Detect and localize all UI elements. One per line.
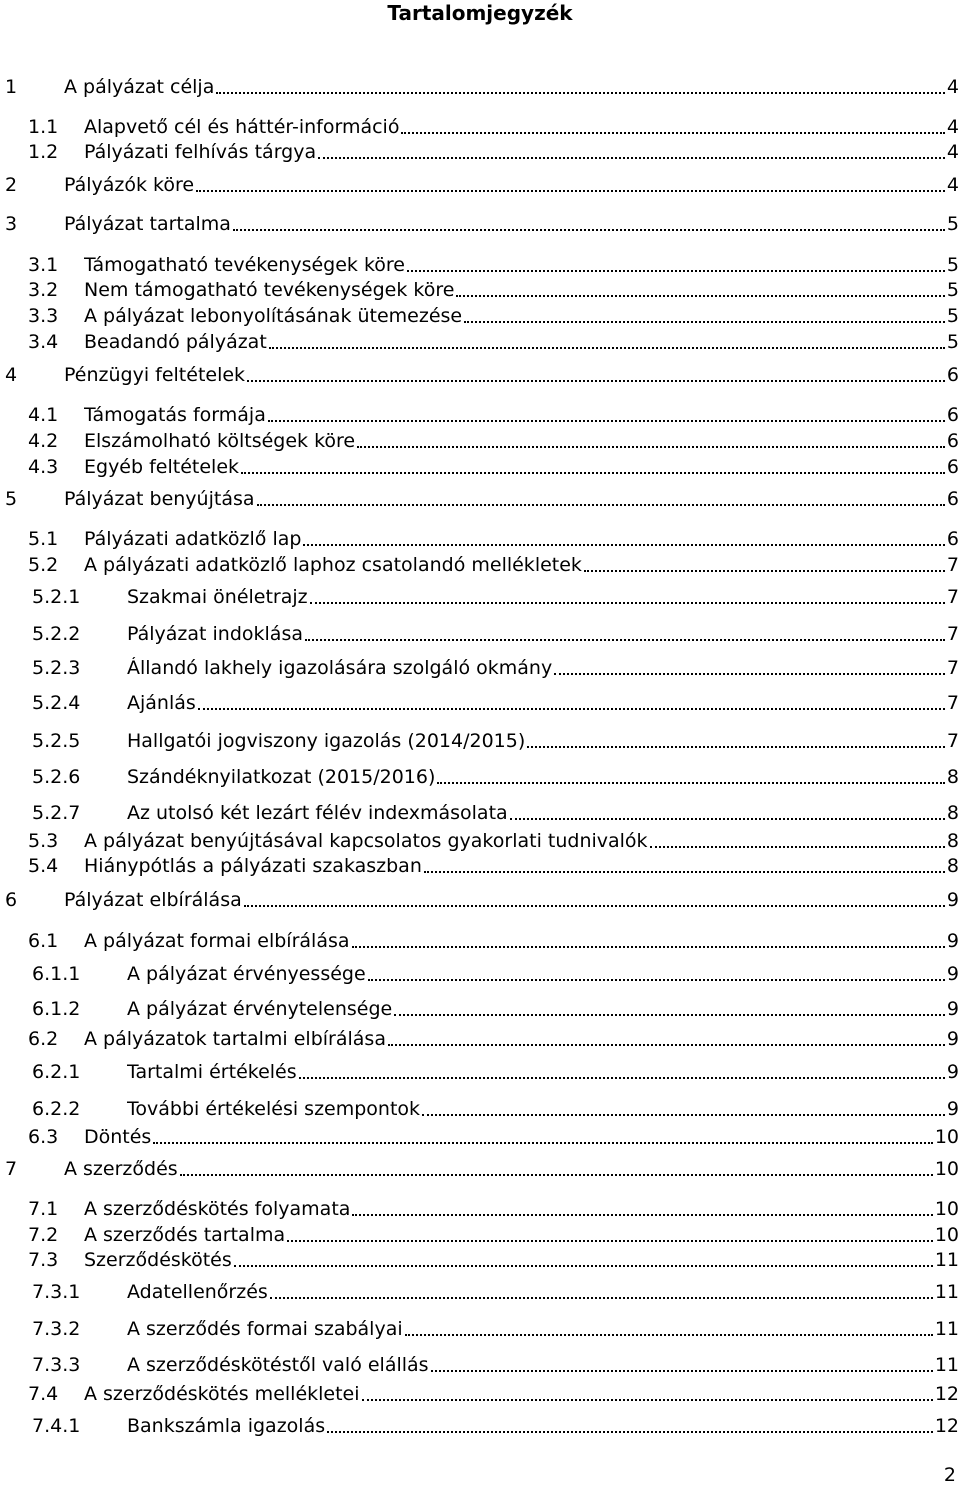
toc-entry-page: 10 (934, 1158, 959, 1180)
toc-entry-title: Állandó lakhely igazolására szolgáló okmány (127, 657, 553, 679)
toc-entry-title: Szakmai önéletrajz (127, 586, 308, 608)
toc-entry-title: A szerződéskötés mellékletei (84, 1383, 360, 1405)
toc-entry[interactable] (5, 207, 959, 235)
dot-leader (180, 1174, 933, 1176)
toc-entry[interactable] (32, 651, 959, 679)
toc-entry[interactable] (28, 110, 959, 138)
toc-entry-page: 11 (934, 1281, 959, 1303)
toc-entry-number: 5.1 (28, 528, 59, 550)
toc-entry[interactable] (5, 358, 959, 386)
toc-entry-title: Döntés (84, 1126, 152, 1148)
dot-leader (464, 321, 945, 323)
toc-entry-page: 10 (934, 1198, 959, 1220)
toc-entry-page: 11 (934, 1318, 959, 1340)
toc-entry[interactable] (32, 992, 959, 1020)
toc-entry-page: 6 (946, 404, 959, 426)
toc-entry-title: Pályázat benyújtása (64, 488, 255, 510)
toc-entry-title: Pályázati felhívás tárgya (84, 141, 317, 163)
dot-leader (437, 782, 945, 784)
toc-entry[interactable] (28, 1022, 959, 1050)
toc-entry-number: 3.1 (28, 254, 59, 276)
toc-entry-page: 6 (946, 430, 959, 452)
dot-leader (431, 1370, 933, 1372)
toc-entry[interactable] (32, 957, 959, 985)
dot-leader (584, 570, 945, 572)
toc-entry[interactable] (28, 824, 959, 852)
toc-entry-title: A pályázatok tartalmi elbírálása (84, 1028, 386, 1050)
dot-leader (269, 347, 945, 349)
dot-leader (233, 229, 945, 231)
toc-entry-number: 3.4 (28, 331, 59, 353)
toc-entry-title: Az utolsó két lezárt félév indexmásolata (127, 802, 508, 824)
toc-entry[interactable] (32, 1348, 959, 1376)
toc-entry-title: Pályázat elbírálása (64, 889, 242, 911)
toc-entry[interactable] (32, 1275, 959, 1303)
toc-entry-number: 1 (5, 76, 18, 98)
toc-entry-title: Hiánypótlás a pályázati szakaszban (84, 855, 422, 877)
toc-entry-number: 6.1 (28, 930, 59, 952)
toc-entry[interactable] (32, 617, 959, 645)
dot-leader (554, 673, 945, 675)
dot-leader (352, 946, 945, 948)
toc-entry-page: 9 (946, 998, 959, 1020)
toc-entry-title: A pályázati adatközlő laphoz csatolandó mellékletek (84, 554, 582, 576)
toc-entry[interactable] (28, 424, 959, 452)
toc-entry-title: A pályázat érvénytelensége (127, 998, 393, 1020)
toc-entry-page: 11 (934, 1354, 959, 1376)
dot-leader (305, 639, 945, 641)
toc-entry-number: 1.1 (28, 116, 59, 138)
toc-entry-page: 4 (946, 141, 959, 163)
toc-entry-number: 6.1.2 (32, 998, 81, 1020)
toc-entry-page: 7 (946, 657, 959, 679)
toc-entry-page: 6 (946, 488, 959, 510)
toc-entry-page: 6 (946, 456, 959, 478)
toc-entry-number: 7.2 (28, 1224, 59, 1246)
dot-leader (287, 1240, 933, 1242)
toc-entry[interactable] (28, 1192, 959, 1220)
toc-entry-title: Bankszámla igazolás (127, 1415, 326, 1437)
toc-entry-number: 3 (5, 213, 18, 235)
dot-leader (234, 1265, 933, 1267)
page-title: Tartalomjegyzék (387, 1, 573, 25)
toc-entry[interactable] (28, 1218, 959, 1246)
dot-leader (270, 1297, 933, 1299)
toc-entry-page: 10 (934, 1126, 959, 1148)
toc-entry-title: Pályázók köre (64, 174, 195, 196)
toc-entry-number: 7.3.2 (32, 1318, 81, 1340)
toc-entry-page: 9 (946, 1061, 959, 1083)
toc-entry-page: 5 (946, 279, 959, 301)
toc-entry[interactable] (28, 248, 959, 276)
toc-entry[interactable] (28, 398, 959, 426)
toc-entry-title: Adatellenőrzés (127, 1281, 268, 1303)
toc-entry-page: 5 (946, 331, 959, 353)
toc-entry-page: 7 (946, 586, 959, 608)
toc-entry-number: 7.4.1 (32, 1415, 81, 1437)
toc-entry-title: Pályázat tartalma (64, 213, 231, 235)
toc-entry[interactable] (32, 760, 959, 788)
toc-entry[interactable] (28, 924, 959, 952)
dot-leader (368, 979, 945, 981)
toc-entry-title: Alapvető cél és háttér-információ (84, 116, 400, 138)
toc-entry-title: Beadandó pályázat (84, 331, 267, 353)
toc-entry-number: 6.1.1 (32, 963, 81, 985)
toc-entry-number: 5.2.2 (32, 623, 81, 645)
dot-leader (310, 602, 945, 604)
toc-entry-title: Hallgatói jogviszony igazolás (2014/2015) (127, 730, 526, 752)
dot-leader (424, 871, 945, 873)
toc-entry-number: 4.3 (28, 456, 59, 478)
toc-entry-page: 9 (946, 1098, 959, 1120)
dot-leader (510, 818, 945, 820)
toc-entry-title: Szerződéskötés (84, 1249, 232, 1271)
dot-leader (352, 1214, 932, 1216)
toc-entry-title: A pályázat érvényessége (127, 963, 366, 985)
toc-entry-number: 6.3 (28, 1126, 59, 1148)
toc-entry-page: 9 (946, 963, 959, 985)
toc-entry-title: Egyéb feltételek (84, 456, 240, 478)
toc-entry[interactable] (5, 883, 959, 911)
toc-entry[interactable] (28, 548, 959, 576)
toc-entry-number: 4 (5, 364, 18, 386)
toc-entry-number: 5.2.7 (32, 802, 81, 824)
toc-entry-page: 12 (934, 1383, 959, 1405)
toc-entry-page: 7 (946, 730, 959, 752)
toc-entry-number: 3.3 (28, 305, 59, 327)
toc-entry-page: 4 (946, 116, 959, 138)
toc-entry-number: 7.3.1 (32, 1281, 81, 1303)
toc-entry-title: A szerződéskötéstől való elállás (127, 1354, 429, 1376)
toc-entry-title: A pályázat benyújtásával kapcsolatos gyakorlati tudnivalók (84, 830, 648, 852)
dot-leader (303, 544, 944, 546)
toc-entry-title: A szerződés formai szabályai (127, 1318, 403, 1340)
toc-entry-number: 5.2.3 (32, 657, 81, 679)
toc-entry[interactable] (28, 522, 959, 550)
toc-entry-number: 6.2.1 (32, 1061, 81, 1083)
dot-leader (327, 1431, 933, 1433)
toc-entry-number: 7.4 (28, 1383, 59, 1405)
toc-entry[interactable] (5, 70, 959, 98)
toc-entry[interactable] (28, 135, 959, 163)
dot-leader (244, 905, 945, 907)
toc-entry-title: A szerződés tartalma (84, 1224, 286, 1246)
toc-entry[interactable] (5, 482, 959, 510)
toc-entry-page: 9 (946, 930, 959, 952)
toc-entry-number: 7.3 (28, 1249, 59, 1271)
toc-entry-number: 5.2.1 (32, 586, 81, 608)
toc-entry-number: 5.3 (28, 830, 59, 852)
dot-leader (394, 1014, 945, 1016)
toc-entry-page: 8 (946, 802, 959, 824)
toc-entry-page: 7 (946, 692, 959, 714)
toc-entry-number: 6 (5, 889, 18, 911)
toc-entry[interactable] (28, 450, 959, 478)
dot-leader (456, 295, 944, 297)
toc-entry-page: 10 (934, 1224, 959, 1246)
toc-entry[interactable] (32, 724, 959, 752)
dot-leader (216, 92, 945, 94)
toc-entry-page: 9 (946, 889, 959, 911)
toc-entry-number: 5 (5, 488, 18, 510)
toc-entry[interactable] (32, 1055, 959, 1083)
toc-entry-number: 5.2.5 (32, 730, 81, 752)
toc-entry[interactable] (5, 168, 959, 196)
toc-entry[interactable] (32, 686, 959, 714)
dot-leader (196, 190, 945, 192)
dot-leader (299, 1077, 945, 1079)
dot-leader (257, 504, 945, 506)
toc-entry-number: 7.3.3 (32, 1354, 81, 1376)
toc-entry-number: 5.2.6 (32, 766, 81, 788)
toc-entry-page: 7 (946, 623, 959, 645)
toc-entry-number: 7 (5, 1158, 18, 1180)
toc-entry-page: 5 (946, 254, 959, 276)
toc-entry-page: 8 (946, 766, 959, 788)
toc-entry[interactable] (32, 580, 959, 608)
toc-entry-page: 4 (946, 174, 959, 196)
dot-leader (268, 420, 945, 422)
toc-entry-page: 7 (946, 554, 959, 576)
toc-entry[interactable] (5, 1152, 959, 1180)
toc-entry-page: 12 (934, 1415, 959, 1437)
toc-entry-number: 7.1 (28, 1198, 59, 1220)
toc-entry-title: Támogatható tevékenységek köre (84, 254, 405, 276)
toc-entry-title: A pályázat formai elbírálása (84, 930, 350, 952)
toc-entry-page: 11 (934, 1249, 959, 1271)
dot-leader (388, 1044, 945, 1046)
toc-entry-title: Szándéknyilatkozat (2015/2016) (127, 766, 436, 788)
toc-entry[interactable] (28, 299, 959, 327)
toc-entry-page: 8 (946, 830, 959, 852)
dot-leader (247, 380, 945, 382)
dot-leader (407, 270, 945, 272)
toc-entry[interactable] (32, 1092, 959, 1120)
toc-entry-title: Pályázati adatközlő lap (84, 528, 302, 550)
dot-leader (527, 746, 945, 748)
toc-entry-number: 2 (5, 174, 18, 196)
toc-entry[interactable] (32, 1312, 959, 1340)
toc-entry-number: 5.2.4 (32, 692, 81, 714)
toc-entry[interactable] (28, 1243, 959, 1271)
toc-entry-number: 1.2 (28, 141, 59, 163)
toc-entry-title: Nem támogatható tevékenységek köre (84, 279, 455, 301)
toc-entry-title: A pályázat célja (64, 76, 215, 98)
toc-entry-number: 3.2 (28, 279, 59, 301)
dot-leader (362, 1399, 933, 1401)
toc-entry-title: Pályázat indoklása (127, 623, 303, 645)
toc-entry[interactable] (28, 849, 959, 877)
toc-entry-title: A szerződés (64, 1158, 178, 1180)
toc-entry-page: 4 (946, 76, 959, 98)
dot-leader (153, 1142, 932, 1144)
toc-entry-number: 6.2 (28, 1028, 59, 1050)
toc-entry[interactable] (32, 796, 959, 824)
toc-entry[interactable] (28, 1120, 959, 1148)
page-number: 2 (943, 1464, 956, 1486)
toc-entry-number: 5.4 (28, 855, 59, 877)
toc-entry-number: 6.2.2 (32, 1098, 81, 1120)
toc-entry[interactable] (28, 1377, 959, 1405)
dot-leader (198, 708, 945, 710)
dot-leader (422, 1114, 945, 1116)
dot-leader (405, 1334, 933, 1336)
toc-entry-page: 8 (946, 855, 959, 877)
toc-entry-number: 4.2 (28, 430, 59, 452)
toc-entry[interactable] (28, 325, 959, 353)
toc-entry-title: Támogatás formája (84, 404, 266, 426)
toc-entry-page: 9 (946, 1028, 959, 1050)
dot-leader (318, 157, 945, 159)
toc-entry-title: Tartalmi értékelés (127, 1061, 297, 1083)
dot-leader (241, 472, 945, 474)
toc-entry-title: A szerződéskötés folyamata (84, 1198, 351, 1220)
toc-entry[interactable] (32, 1409, 959, 1437)
toc-entry-page: 6 (946, 364, 959, 386)
dot-leader (357, 446, 945, 448)
toc-entry-page: 5 (946, 305, 959, 327)
dot-leader (401, 132, 944, 134)
toc-entry-number: 5.2 (28, 554, 59, 576)
toc-entry-number: 4.1 (28, 404, 59, 426)
toc-entry-page: 5 (946, 213, 959, 235)
toc-entry-title: Pénzügyi feltételek (64, 364, 246, 386)
toc-entry-title: Elszámolható költségek köre (84, 430, 356, 452)
toc-entry-title: Ajánlás (127, 692, 196, 714)
dot-leader (650, 846, 945, 848)
toc-entry[interactable] (28, 273, 959, 301)
toc-entry-title: További értékelési szempontok (127, 1098, 421, 1120)
toc-entry-title: A pályázat lebonyolításának ütemezése (84, 305, 463, 327)
toc-entry-page: 6 (946, 528, 959, 550)
